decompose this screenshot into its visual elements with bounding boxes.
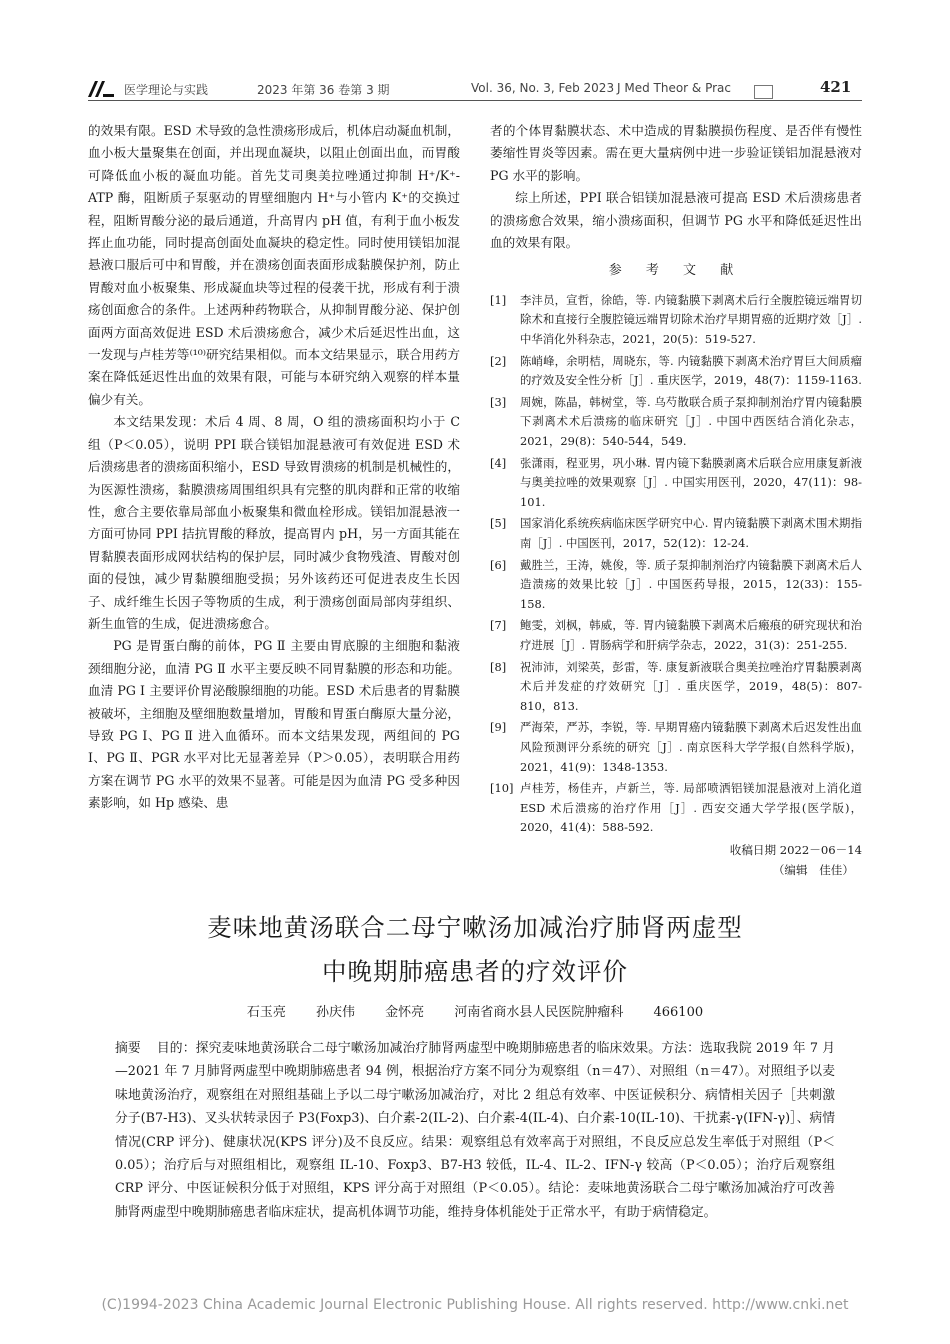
reference-item (490, 454, 862, 513)
reference-number: [2] (490, 353, 507, 368)
body-paragraph: 者的个体胃黏膜状态、术中造成的胃黏膜损伤程度、是否伴有慢性萎缩性胃炎等因素。需在更大量病例中进一步验证镁铝加混悬液对 PG 水平的影响。 (490, 123, 862, 183)
reference-text: 周婉，陈晶，韩树堂，等. 乌芍散联合质子泵抑制剂治疗胃内镜黏膜下剥离术术后溃疡的临床研究［J］. 中国中西医结合消化杂志，2021，29(8)：540-544，549. (520, 394, 862, 448)
body-paragraph: 本文结果发现：术后 4 周、8 周，O 组的溃疡面积均小于 C 组（P＜0.05），说明 PPI 联合镁铝加混悬液可有效促进 ESD 术后溃疡患者的溃疡面积缩小，ESD 导致胃溃疡的机制是机械性的，为医源性溃疡，黏膜溃疡周围组织具有完整的肌肉群和正常的收缩性，愈合主要依靠局部血小板聚集和微血栓形成。镁铝加混悬液一方面可协同 PPI 拮抗胃酸的释放，提高胃内 pH，另一方面其能在胃黏膜表面形成网状结构的保护层，同时减少食物残渣、胃酸对创面的侵蚀，减少胃黏膜细胞受损；另外该药还可促进表皮生长因子、成纤维生长因子等物质的生成，利于溃疡创面局部肉芽组织、新生血管的生成，促进溃疡愈合。 (88, 414, 460, 631)
author-name: 石玉亮 (246, 1005, 286, 1020)
body-paragraph: 综上所述，PPI 联合铝镁加混悬液可提高 ESD 术后溃疡患者的溃疡愈合效果，缩小溃疡面积，但调节 PG 水平和降低延迟性出血的效果有限。 (490, 190, 862, 251)
reference-number: [7] (490, 618, 507, 633)
received-date: 收稿日期 2022－06－14 (729, 842, 862, 857)
header-box-icon (754, 85, 773, 99)
reference-number: [8] (490, 659, 507, 674)
reference-number: [6] (490, 557, 507, 572)
reference-text: 祝沛沛，刘梁英，彭雷，等. 康复新液联合奥美拉唑治疗胃黏膜剥离术后并发症的疗效研究［J］. 重庆医学，2019，48(5)：807-810，813. (520, 659, 862, 713)
article-title (88, 906, 862, 994)
reference-number: [4] (490, 455, 507, 470)
reference-text: 鲍雯，刘枫，韩威，等. 胃内镜黏膜下剥离术后瘢痕的研究现状和治疗进展［J］. 胃肠病学和肝病学杂志，2022，31(3)：251-255. (520, 618, 862, 652)
page-number: 421 (820, 78, 852, 96)
body-paragraph: 的效果有限。ESD 术导致的急性溃疡形成后，机体启动凝血机制，血小板大量聚集在创面，并出现血凝块，以阻止创面出血，而胃酸可降低血小板的凝血功能。首先艾司奥美拉唑通过抑制 H⁺/K⁺-ATP 酶，阻断质子泵驱动的胃壁细胞内 H⁺与小管内 K⁺的交换过程，阻断胃酸分泌的最后通道，升高胃内 pH 值，有利于血小板发挥止血功能，同时提高创面处血凝块的稳定性。同时使用镁铝加混悬液口服后可中和胃酸，并在溃疡创面表面形成黏膜保护剂，防止胃酸对血小板聚集、形成凝血块等过程的侵袭干扰，形成有利于溃疡创面愈合的条件。上述两种药物联合，从抑制胃酸分泌、保护创面两方面高效促进 ESD 术后溃疡愈合，减少术后延迟性出血，这一发现与卢桂芳等⁽¹⁰⁾研究结果相似。而本文结果显示，联合用药方案在降低延迟性出血的效果有限，可能与本研究纳入观察的样本量偏少有关。 (88, 123, 460, 407)
abstract-label: 摘要 (115, 1041, 141, 1056)
reference-item (490, 291, 862, 350)
reference-item (490, 658, 862, 717)
journal-name-cn: 医学理论与实践 (124, 83, 209, 97)
postal-code: 466100 (653, 1005, 704, 1020)
author-line (88, 1001, 862, 1020)
reference-text: 严海荣，严苏，李锐，等. 早期胃癌内镜黏膜下剥离术后迟发性出血风险预测评分系统的研究［J］. 南京医科大学学报(自然科学版)，2021，41(9)：1348-1353. (520, 720, 862, 774)
references-title: 参 考 文 献 (608, 263, 744, 279)
journal-name-en: J Med Theor & Prac (617, 81, 732, 95)
body-paragraph: PG 是胃蛋白酶的前体，PG Ⅱ 主要由胃底腺的主细胞和黏液颈细胞分泌，血清 PG Ⅱ 水平主要反映不同胃黏膜的形态和功能。血清 PG Ⅰ 主要评价胃泌酸腺细胞的功能。ESD 术后患者的胃黏膜被破坏，主细胞及壁细胞数量增加，胃酸和胃蛋白酶原大量分泌，导致 PG Ⅰ、PG Ⅱ 进入血循环。而本文结果发现，两组间的 PG Ⅰ、PG Ⅱ、PGR 水平对比无显著差异（P＞0.05），表明联合用药方案在调节 PG 水平的效果不显著。可能是因为血清 PG 受多种因素影响，如 Hp 感染、患 (88, 638, 460, 811)
editor-note: （编辑 佳佳） (772, 862, 854, 877)
reference-item (490, 779, 862, 838)
reference-text: 卢桂芳，杨佳卉，卢新兰，等. 局部喷洒铝镁加混悬液对上消化道 ESD 术后溃疡的治疗作用［J］. 西安交通大学学报(医学版)，2020，41(4)：588-592. (520, 781, 862, 835)
header-rule (88, 100, 862, 101)
reference-text: 李沣员，宣哲，徐皓，等. 内镜黏膜下剥离术后行全腹腔镜远端胃切除术和直接行全腹腔镜远端胃切除术治疗早期胃癌的近期疗效［J］. 中华消化外科杂志，2021，20(5)：519-527. (520, 292, 862, 347)
reference-list (490, 291, 862, 838)
reference-item (490, 718, 862, 777)
reference-number: [9] (490, 720, 507, 735)
reference-number: [5] (490, 516, 507, 531)
reference-item (490, 514, 862, 553)
left-column (88, 120, 460, 815)
author-name: 孙庆伟 (316, 1005, 356, 1020)
journal-logo-icon (88, 80, 114, 98)
reference-text: 戴胜兰，王涛，姚俊，等. 质子泵抑制剂治疗内镜黏膜下剥离术后人造溃疡的效果比较［J］. 中国医药导报，2015，12(33)：155-158. (520, 557, 862, 611)
abstract (115, 1037, 835, 1224)
author-name: 金怀亮 (385, 1005, 425, 1020)
reference-item (490, 393, 862, 452)
reference-text: 国家消化系统疾病临床医学研究中心. 胃内镜黏膜下剥离术围术期指南［J］. 中国医刊，2017，52(12)：12-24. (520, 516, 862, 550)
issue-info-cn: 2023 年第 36 卷第 3 期 (257, 83, 390, 97)
reference-item (490, 616, 862, 655)
article-title-line: 中晚期肺癌患者的疗效评价 (322, 957, 628, 986)
right-column (490, 120, 862, 880)
reference-number: [10] (490, 781, 514, 796)
issue-info-en: Vol. 36, No. 3, Feb 2023 (471, 81, 615, 95)
article-title-line: 麦味地黄汤联合二母宁嗽汤加减治疗肺肾两虚型 (207, 913, 743, 942)
reference-number: [3] (490, 394, 507, 409)
reference-text: 陈峭峰，余明桔，周晓东，等. 内镜黏膜下剥离术治疗胃巨大间质瘤的疗效及安全性分析［J］. 重庆医学，2019，48(7)：1159-1163. (520, 353, 862, 388)
copyright-footer: (C)1994-2023 China Academic Journal Electronic Publishing House. All rights reserved. http://www.cnki.net (101, 1297, 849, 1313)
page-header (0, 0, 950, 100)
reference-item (490, 352, 862, 391)
author-affiliation: 河南省商水县人民医院肿瘤科 (454, 1005, 624, 1020)
reference-number: [1] (490, 292, 507, 307)
abstract-text: 目的：探究麦味地黄汤联合二母宁嗽汤加减治疗肺肾两虚型中晚期肺癌患者的临床效果。方法：选取我院 2019 年 7 月—2021 年 7 月肺肾两虚型中晚期肺癌患者 94 例，根据治疗方案不同分为观察组（n＝47）、对照组（n＝47）。对照组予以麦味地黄汤治疗，观察组在对照组基础上予以二母宁嗽汤加减治疗，对比 2 组总有效率、中医证候积分、病情相关因子［共刺激分子(B7-H3)、叉头状转录因子 P3(Foxp3)、白介素-2(IL-2)、白介素-4(IL-4)、白介素-10(IL-10)、干扰素-γ(IFN-γ)］、病情情况(CRP 评分)、健康状况(KPS 评分)及不良反应。结果：观察组总有效率高于对照组，不良反应总发生率低于对照组（P＜0.05）；治疗后与对照组相比，观察组 IL-10、Foxp3、B7-H3 较低，IL-4、IL-2、IFN-γ 较高（P＜0.05）；治疗后观察组 CRP 评分、中医证候积分低于对照组，KPS 评分高于对照组（P＜0.05）。结论：麦味地黄汤联合二母宁嗽汤加减治疗可改善肺肾两虚型中晚期肺癌患者临床症状，提高机体调节功能，维持身体机能处于正常水平，有助于病情稳定。 (115, 1041, 836, 1220)
reference-item (490, 556, 862, 615)
reference-text: 张潇雨，程亚男，巩小琳. 胃内镜下黏膜剥离术后联合应用康复新液与奥美拉唑的效果观察［J］. 中国实用医刊，2020，47(11)：98-101. (520, 455, 862, 509)
